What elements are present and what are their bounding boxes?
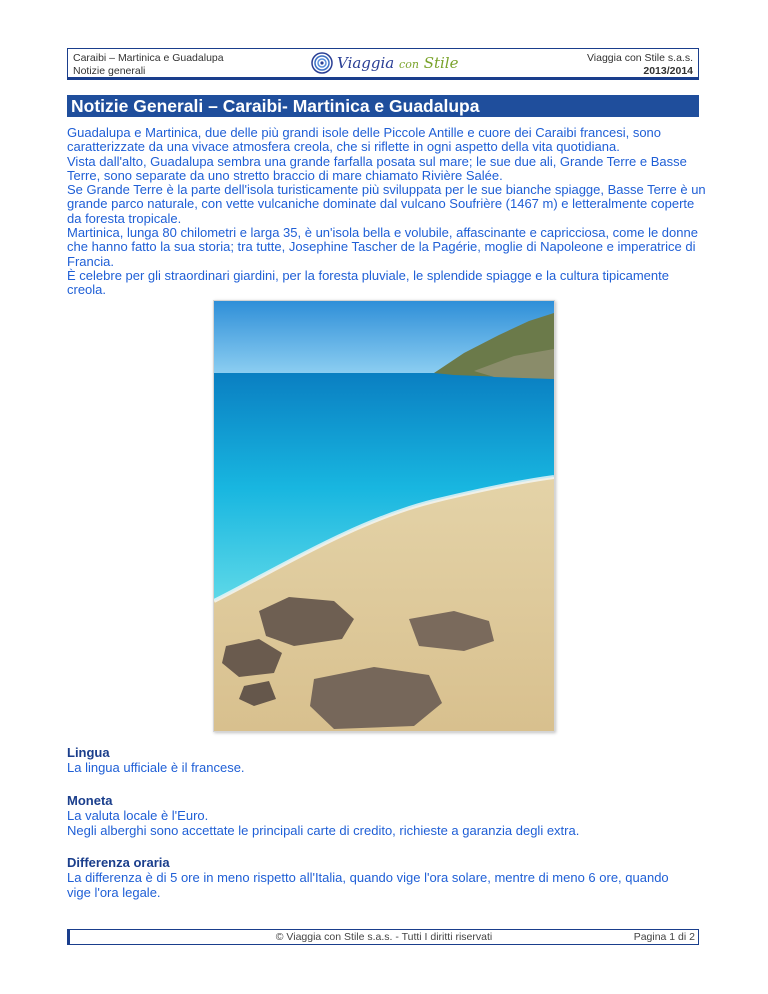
section-text: Negli alberghi sono accettate le principali carte di credito, richieste a garanzia degli extra.	[67, 823, 580, 838]
intro-paragraph: È celebre per gli straordinari giardini, per la foresta pluviale, le splendide spiagge e la cultura tipicamente creola.	[67, 267, 669, 298]
section-lingua	[67, 745, 707, 775]
section-text: La differenza è di 5 ore in meno rispetto all'Italia, quando vige l'ora solare, mentre di meno 6 ore, quando vige l'ora legale.	[67, 870, 669, 900]
page-footer	[67, 929, 699, 945]
footer-page-number: Pagina 1 di 2	[633, 931, 695, 943]
intro-paragraph: Se Grande Terre è la parte dell'isola turisticamente più sviluppata per le sue bianche spiagge, Basse Terre è un grande parco naturale, con vette vulcaniche dominate dal vulcano Soufrière (1467 m) e letteralmente coperte da foresta tropicale.	[67, 182, 706, 226]
section-heading: Differenza oraria	[67, 855, 170, 870]
header-subtitle: Notizie generali	[73, 65, 146, 77]
logo-word-con: con	[399, 58, 419, 71]
header-right	[587, 52, 693, 78]
page-header	[67, 48, 699, 80]
header-company: Viaggia con Stile s.a.s.	[586, 52, 693, 64]
spiral-logo-icon	[311, 52, 333, 74]
intro-paragraph: Guadalupa e Martinica, due delle più grandi isole delle Piccole Antille e cuore dei Caraibi francesi, sono caratterizzate da una vivace atmosfera creola, che si riflette in ogni aspetto della vita quotidiana.	[67, 125, 662, 155]
intro-paragraph: Vista dall'alto, Guadalupa sembra una grande farfalla posata sul mare; le sue due ali, Grande Terre e Basse Terre, sono separate da uno stretto braccio di mare chiamato Rivière Salée.	[67, 153, 687, 183]
beach-photo	[213, 300, 555, 732]
header-destination: Caraibi – Martinica e Guadalupa	[73, 52, 224, 64]
logo-wordmark	[337, 54, 458, 72]
section-text: La valuta locale è l'Euro.	[67, 808, 209, 823]
section-heading: Lingua	[67, 745, 110, 760]
intro-paragraph: Martinica, lunga 80 chilometri e larga 35, è un'isola bella e volubile, affascinante e capricciosa, come le donne che hanno fatto la sua storia; tra tutte, Josephine Tascher de la Pagérie, moglie di Napoleone e imperatrice di Francia.	[67, 225, 698, 269]
header-left	[73, 52, 224, 78]
section-moneta	[67, 793, 707, 838]
section-differenza-oraria	[67, 855, 687, 900]
intro-text	[67, 126, 707, 298]
page-title: Notizie Generali – Caraibi- Martinica e Guadalupa	[67, 95, 699, 117]
logo-word-stile: Stile	[423, 54, 459, 72]
header-year: 2013/2014	[643, 65, 693, 77]
section-heading: Moneta	[67, 793, 113, 808]
logo-word-viaggia: Viaggia	[337, 54, 395, 72]
section-text: La lingua ufficiale è il francese.	[67, 760, 245, 775]
footer-copyright: © Viaggia con Stile s.a.s. - Tutti I diritti riservati	[275, 931, 493, 943]
company-logo	[311, 52, 458, 74]
